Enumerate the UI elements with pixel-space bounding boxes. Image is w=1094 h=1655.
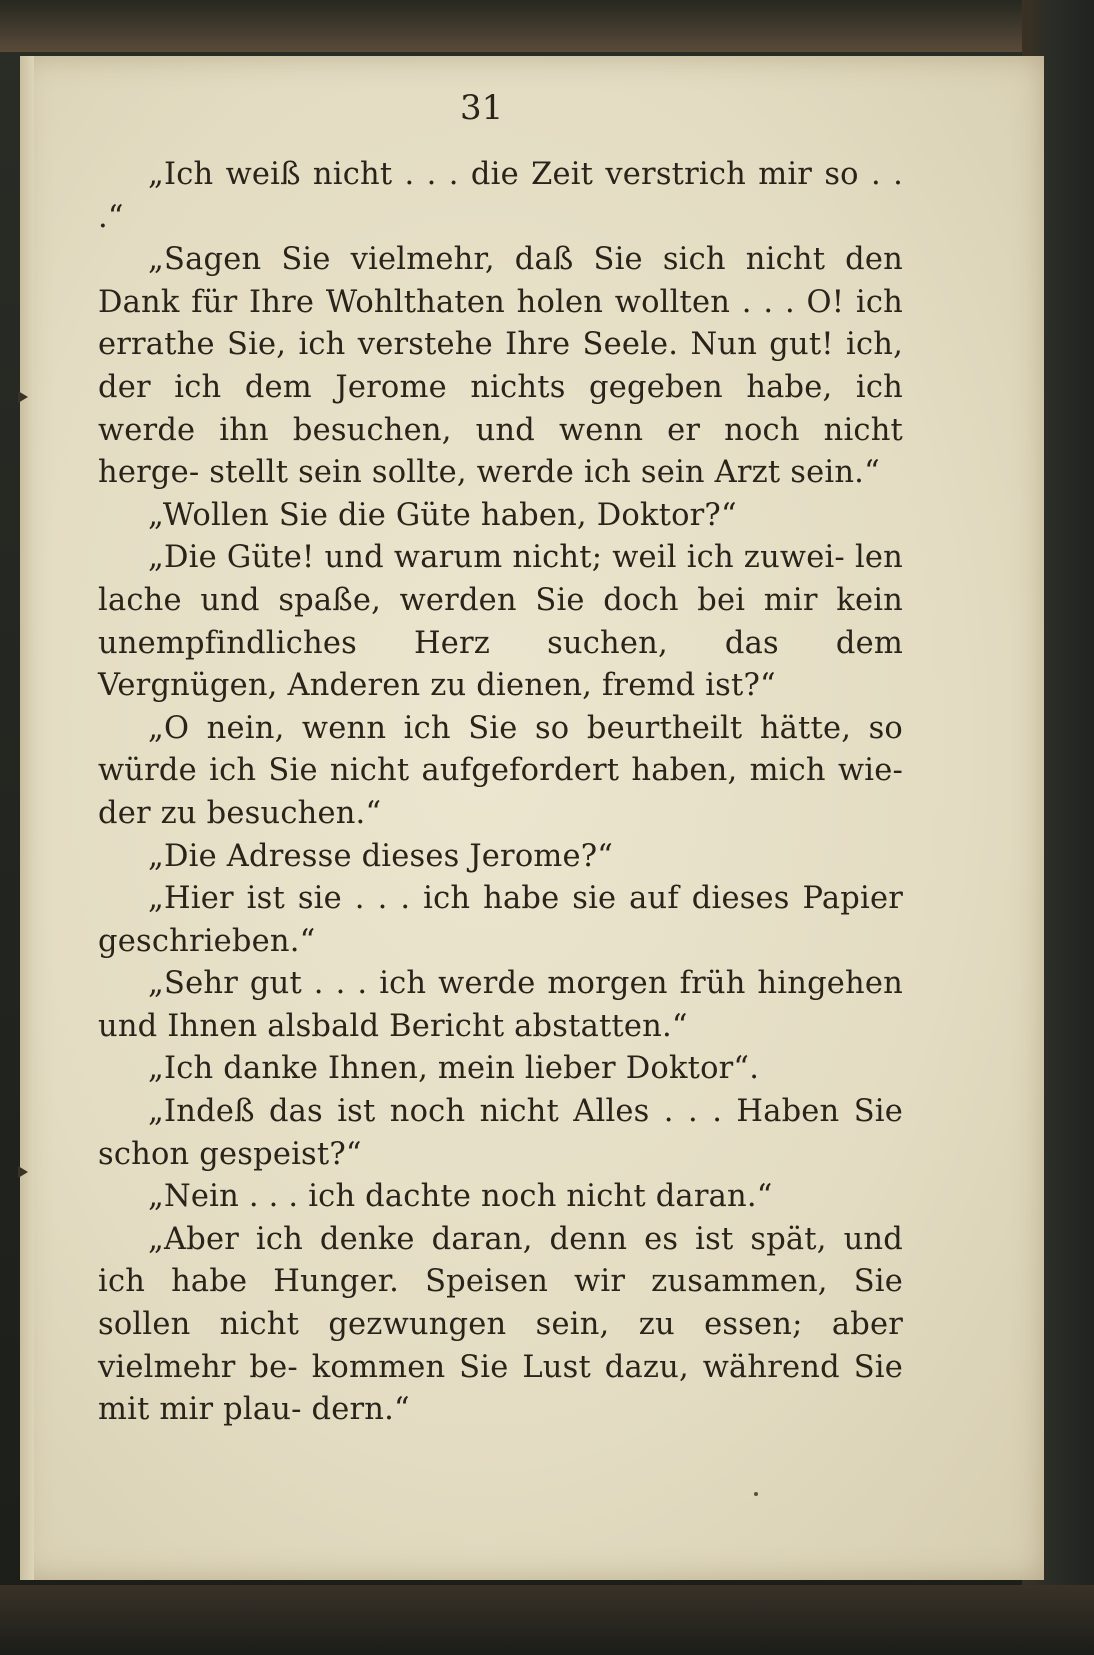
- paragraph-10: „Indeß das ist noch nicht Alles . . . Haben Sie schon gespeist?“: [98, 1094, 903, 1172]
- paragraph-3: „Wollen Sie die Güte haben, Doktor?“: [148, 497, 737, 533]
- paragraph-7: „Hier ist sie . . . ich habe sie auf dieses Papier geschrieben.“: [98, 881, 903, 959]
- page-text: [98, 154, 903, 1432]
- paragraph-4: „Die Güte! und warum nicht; weil ich zuwei- len lache und spaße, werden Sie doch bei mir kein unempfindliches Herz suchen, das dem Vergnügen, Anderen zu dienen, fremd ist?“: [98, 540, 903, 704]
- paragraph-5: „O nein, wenn ich Sie so beurtheilt hätte, so würde ich Sie nicht aufgefordert haben, mich wie- der zu besuchen.“: [98, 710, 903, 831]
- margin-mark-icon: [18, 391, 28, 403]
- paper-speck: [754, 1492, 758, 1496]
- book-page: [20, 56, 1044, 1580]
- margin-mark-icon: [18, 1166, 28, 1178]
- paragraph-11: „Nein . . . ich dachte noch nicht daran.“: [148, 1179, 773, 1215]
- cover-board-bottom: [0, 1585, 1094, 1655]
- paragraph-6: „Die Adresse dieses Jerome?“: [148, 838, 614, 874]
- cover-board-top: [0, 0, 1094, 52]
- paragraph-1: „Ich weiß nicht . . . die Zeit verstrich mir so . . .“: [98, 157, 903, 235]
- page-gutter: [20, 56, 34, 1580]
- paragraph-2: „Sagen Sie vielmehr, daß Sie sich nicht den Dank für Ihre Wohlthaten holen wollten . . . O! ich errathe Sie, ich verstehe Ihre Seele. Nun gut! ich, der ich dem Jerome nichts gegeben habe, ich werde ihn besuchen, und wenn er noch nicht herge- stellt sein sollte, werde ich sein Arzt sein.“: [98, 242, 903, 491]
- page-number: 31: [460, 88, 504, 128]
- paragraph-8: „Sehr gut . . . ich werde morgen früh hingehen und Ihnen alsbald Bericht abstatten.“: [98, 966, 903, 1044]
- paragraph-12: „Aber ich denke daran, denn es ist spät, und ich habe Hunger. Speisen wir zusammen, Sie sollen nicht gezwungen sein, zu essen; aber vielmehr be- kommen Sie Lust dazu, während Sie mit mir plau- dern.“: [98, 1221, 903, 1428]
- paragraph-9: „Ich danke Ihnen, mein lieber Doktor“.: [148, 1051, 760, 1087]
